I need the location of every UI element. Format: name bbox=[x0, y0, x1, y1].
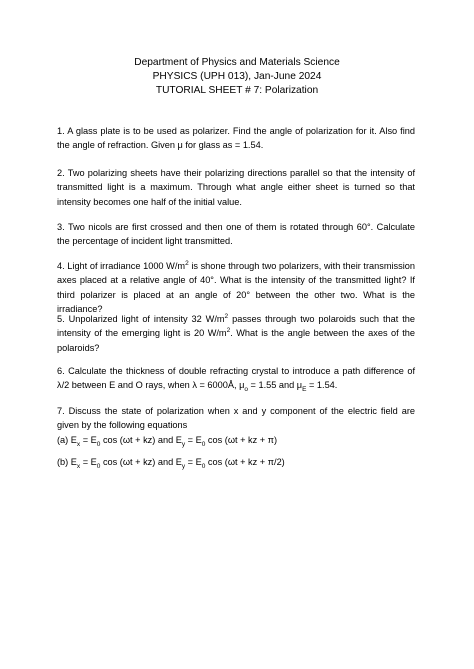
equation-a-sub-3: y bbox=[181, 440, 186, 448]
equation-b-part-4: = E bbox=[185, 456, 202, 467]
tutorial-title: TUTORIAL SHEET # 7: Polarization bbox=[155, 85, 319, 96]
question-5-text-a: 5. Unpolarized light of intensity 32 W/m bbox=[57, 314, 225, 324]
equation-a bbox=[57, 433, 415, 447]
question-6-text-b: = 1.55 and μ bbox=[248, 380, 303, 391]
equation-b-sub-2: 0 bbox=[96, 462, 101, 470]
question-6-sub-1: o bbox=[244, 386, 248, 394]
question-5-text-c: . What is the angle between the axes of the polaroids? bbox=[57, 328, 415, 353]
equation-a-part-4: = E bbox=[185, 434, 202, 445]
question-7 bbox=[57, 404, 415, 469]
equation-b-sub-4: 0 bbox=[201, 462, 206, 470]
equation-a-sub-1: x bbox=[76, 440, 81, 448]
equation-b bbox=[57, 455, 415, 469]
department-title: Department of Physics and Materials Science bbox=[134, 57, 340, 68]
equation-a-sub-2: 0 bbox=[96, 440, 101, 448]
equation-a-part-1: (a) E bbox=[57, 434, 77, 445]
equation-b-sub-3: y bbox=[181, 462, 186, 470]
sheet-header bbox=[0, 56, 474, 98]
question-6-text-c: = 1.54. bbox=[306, 380, 338, 391]
question-6-sub-2: E bbox=[302, 386, 307, 394]
question-6-text-a: 6. Calculate the thickness of double refracting crystal to introduce a path difference of λ/2 between E and O rays, when λ = 6000Å, μ bbox=[57, 366, 415, 391]
equation-a-part-3: cos (ωt + kz) and E bbox=[100, 434, 182, 445]
question-5-sup-1: 2 bbox=[224, 312, 229, 320]
equation-a-part-2: = E bbox=[80, 434, 97, 445]
question-4 bbox=[57, 259, 415, 316]
question-3: 3. Two nicols are first crossed and then one of them is rotated through 60°. Calculate the percentage of incident light transmitted. bbox=[57, 222, 415, 247]
question-4-text-b: is shone through two polarizers, with their transmission axes placed at a relative angle of 40°. What is the intensity of the transmitted light? If third polarizer is placed at an angle of 20° between the other two. What is the irradiance? bbox=[57, 261, 415, 314]
question-1: 1. A glass plate is to be used as polarizer. Find the angle of polarization for it. Also find the angle of refraction. Given μ for glass as = 1.54. bbox=[57, 126, 415, 151]
equation-b-part-3: cos (ωt + kz) and E bbox=[100, 456, 182, 467]
equation-b-part-5: cos (ωt + kz + π/2) bbox=[205, 456, 285, 467]
question-2: 2. Two polarizing sheets have their polarizing directions parallel so that the intensity of transmitted light is a maximum. Through what angle either sheet is turned so that intensity becomes one half of the initial value. bbox=[57, 168, 415, 207]
equation-a-sub-4: 0 bbox=[201, 440, 206, 448]
equation-b-part-2: = E bbox=[80, 456, 97, 467]
question-6 bbox=[57, 364, 415, 393]
equation-b-part-1: (b) E bbox=[57, 456, 77, 467]
equation-a-part-5: cos (ωt + kz + π) bbox=[205, 434, 278, 445]
course-title: PHYSICS (UPH 013), Jan-June 2024 bbox=[152, 71, 322, 82]
question-7-intro: 7. Discuss the state of polarization when x and y component of the electric field are given by the following equations bbox=[57, 406, 415, 431]
question-4-sup: 2 bbox=[185, 259, 189, 267]
question-5-text-b: passes through two polaroids such that the intensity of the emerging light is 20 W/m bbox=[57, 314, 415, 339]
question-5-sup-2: 2 bbox=[226, 327, 231, 335]
equation-b-sub-1: x bbox=[76, 462, 81, 470]
question-4-text-a: 4. Light of irradiance 1000 W/m bbox=[57, 261, 186, 271]
question-5 bbox=[57, 312, 415, 355]
